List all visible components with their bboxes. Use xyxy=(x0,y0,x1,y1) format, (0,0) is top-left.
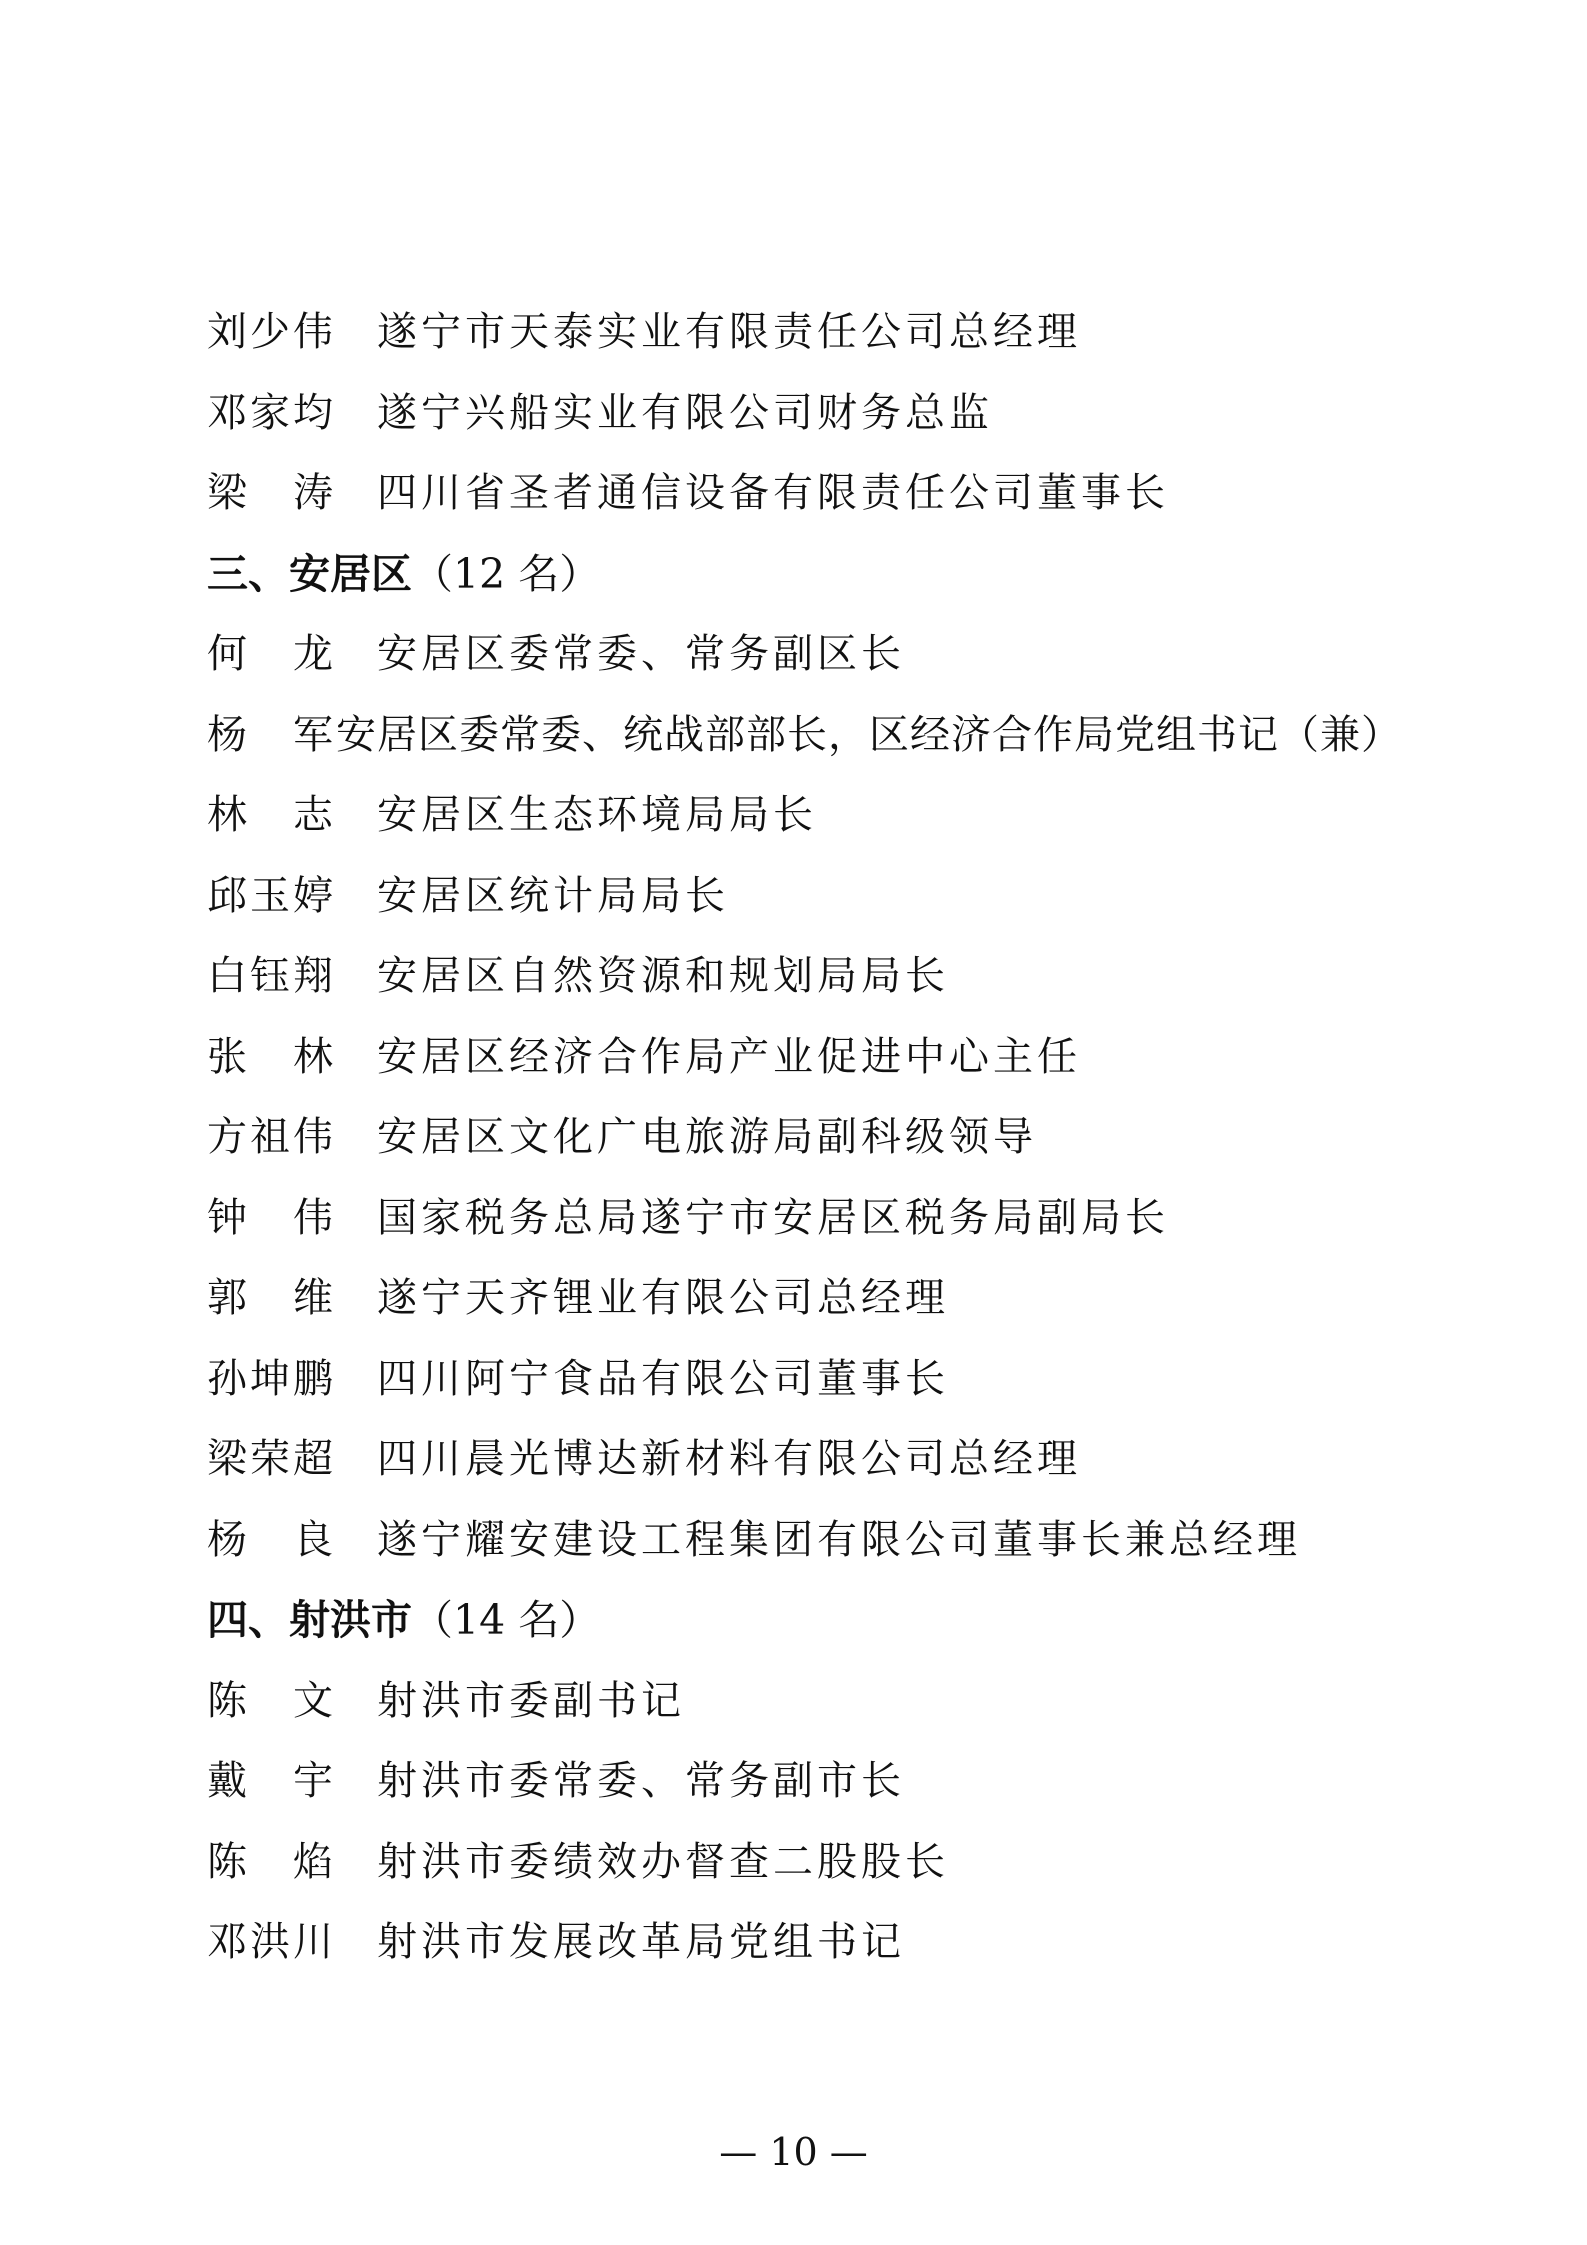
person-name: 陈 文 xyxy=(207,1677,336,1724)
person-name: 杨 军 xyxy=(207,711,336,758)
list-item xyxy=(207,1741,1387,1822)
section-title: 三、安居区 xyxy=(207,549,412,598)
list-item xyxy=(207,775,1387,856)
person-role: 遂宁耀安建设工程集团有限公司董事长兼总经理 xyxy=(377,1516,1301,1563)
person-name: 邓家均 xyxy=(207,389,336,436)
section-count: （12 名） xyxy=(412,549,601,598)
list-item xyxy=(207,1902,1387,1983)
list-item xyxy=(207,936,1387,1017)
person-name: 林 志 xyxy=(207,792,336,838)
list-item xyxy=(207,1822,1387,1903)
list-item xyxy=(207,292,1387,373)
person-role: 射洪市委绩效办督查二股股长 xyxy=(377,1838,949,1885)
list-item xyxy=(207,1097,1387,1178)
person-role: 安居区生态环境局局长 xyxy=(377,792,817,838)
person-role: 四川阿宁食品有限公司董事长 xyxy=(377,1355,949,1402)
person-name: 钟 伟 xyxy=(207,1194,336,1241)
person-role: 遂宁市天泰实业有限责任公司总经理 xyxy=(377,309,1081,355)
person-name: 孙坤鹏 xyxy=(207,1355,336,1402)
list-item xyxy=(207,1017,1387,1098)
list-item xyxy=(207,614,1387,695)
section-heading xyxy=(207,534,1387,615)
person-name: 刘少伟 xyxy=(207,309,336,355)
list-item xyxy=(207,695,1402,776)
section-count: （14 名） xyxy=(412,1596,601,1644)
person-role: 遂宁兴船实业有限公司财务总监 xyxy=(377,389,993,436)
section-title: 四、射洪市 xyxy=(207,1596,412,1644)
person-role: 国家税务总局遂宁市安居区税务局副局长 xyxy=(377,1194,1169,1241)
person-role: 安居区委常委、统战部部长，区经济合作局党组书记（兼） xyxy=(336,711,1402,758)
list-item xyxy=(207,1419,1387,1500)
list-item xyxy=(207,1178,1387,1259)
person-name: 方祖伟 xyxy=(207,1114,336,1160)
person-name: 杨 良 xyxy=(207,1516,336,1563)
person-name: 何 龙 xyxy=(207,631,336,677)
person-role: 安居区统计局局长 xyxy=(377,872,729,919)
list-item xyxy=(207,1661,1387,1742)
person-role: 遂宁天齐锂业有限公司总经理 xyxy=(377,1275,949,1321)
person-role: 射洪市委常委、常务副市长 xyxy=(377,1758,905,1804)
person-name: 戴 宇 xyxy=(207,1758,336,1804)
person-name: 邱玉婷 xyxy=(207,872,336,919)
list-item xyxy=(207,856,1387,937)
document-body xyxy=(207,292,1402,1983)
person-name: 郭 维 xyxy=(207,1275,336,1321)
person-name: 邓洪川 xyxy=(207,1919,336,1965)
person-name: 梁荣超 xyxy=(207,1436,336,1482)
person-name: 陈 焰 xyxy=(207,1838,336,1885)
person-role: 安居区经济合作局产业促进中心主任 xyxy=(377,1033,1081,1080)
person-role: 四川省圣者通信设备有限责任公司董事长 xyxy=(377,470,1169,516)
person-role: 四川晨光博达新材料有限公司总经理 xyxy=(377,1436,1081,1482)
person-role: 安居区文化广电旅游局副科级领导 xyxy=(377,1114,1037,1160)
list-item xyxy=(207,1258,1387,1339)
page-number: — 10 — xyxy=(719,2130,868,2174)
list-item xyxy=(207,1339,1387,1420)
person-name: 白钰翔 xyxy=(207,953,336,999)
person-name: 张 林 xyxy=(207,1033,336,1080)
list-item xyxy=(207,373,1387,454)
person-role: 安居区自然资源和规划局局长 xyxy=(377,953,949,999)
person-name: 梁 涛 xyxy=(207,470,336,516)
person-role: 射洪市委副书记 xyxy=(377,1677,685,1724)
person-role: 安居区委常委、常务副区长 xyxy=(377,631,905,677)
list-item xyxy=(207,453,1387,534)
section-heading xyxy=(207,1580,1387,1661)
person-role: 射洪市发展改革局党组书记 xyxy=(377,1919,905,1965)
list-item xyxy=(207,1500,1387,1581)
